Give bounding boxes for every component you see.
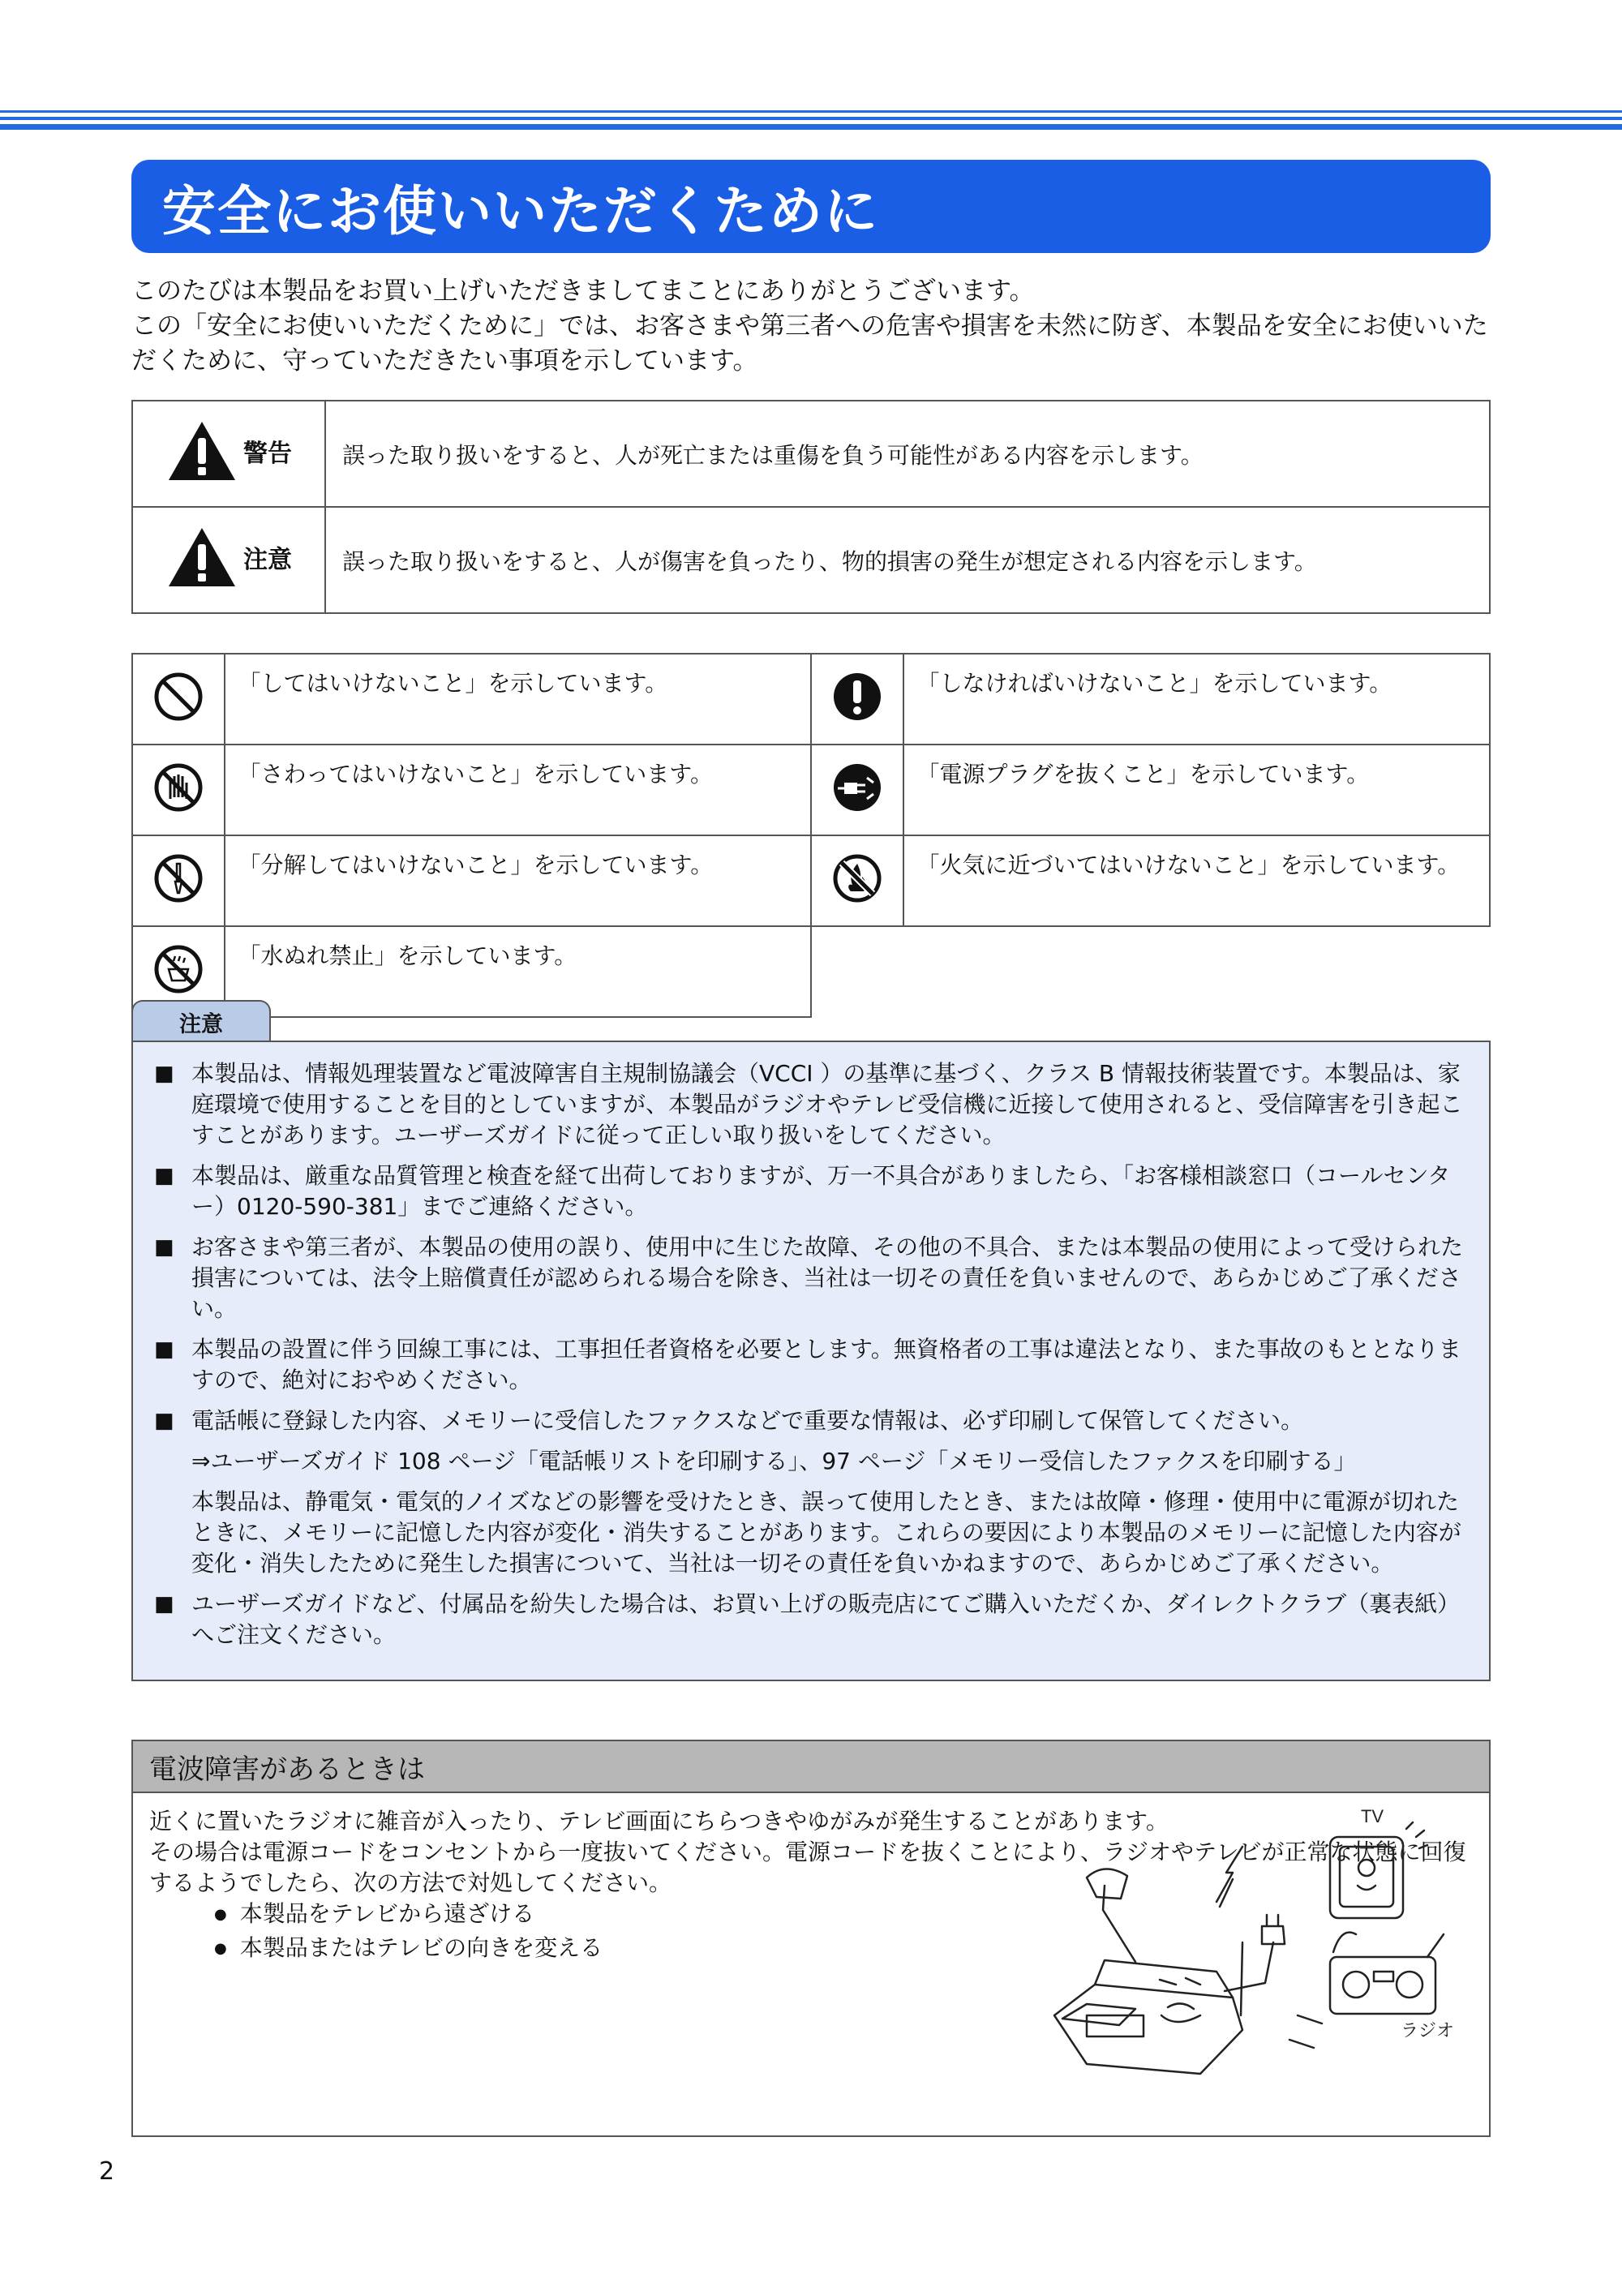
symbol-description: 「分解してはいけないこと」を示しています。 [225, 835, 811, 926]
bullet: ■ [154, 1409, 174, 1433]
radio-heading: 電波障害があるときは [133, 1741, 1489, 1793]
list-item: ● 本製品をテレビから遠ざける [214, 1899, 1473, 1933]
interference-illustration [892, 1772, 1476, 2113]
table-row [132, 745, 1490, 835]
symbol-description: 「さわってはいけないこと」を示しています。 [225, 745, 811, 835]
unplug-icon [831, 762, 883, 813]
memory-note: 本製品は、静電気・電気的ノイズなどの影響を受けたとき、誤って使用したとき、または故障・修理・使用中に電源が切れたときに、メモリーに記憶した内容が変化・消失することがあります。これらの要因により本製品のメモリーに記憶した内容が変化・消失したために発生した損害について、当社は一切その責任を負いかねますので、あらかじめご了承ください。 [191, 1488, 1461, 1577]
bullet: ■ [154, 1062, 174, 1086]
radio-paragraph: その場合は電源コードをコンセントから一度抜いてください。電源コードを抜くことにより、ラジオやテレビが正常な状態に回復するようでしたら、次の方法で対処してください。 [149, 1839, 1466, 1896]
symbol-description: 「水ぬれ禁止」を示しています。 [225, 926, 811, 1017]
page-reference: ⇒ユーザーズガイド 108 ページ「電話帳リストを印刷する」、97 ページ「メモリー受信したファクスを印刷する」 [191, 1448, 1357, 1474]
table-row [132, 926, 1490, 1017]
mandatory-action-icon [831, 671, 883, 723]
radio-paragraph: 近くに置いたラジオに雑音が入ったり、テレビ画面にちらつきやゆがみが発生することがあります。 [149, 1808, 1169, 1835]
warning-triangle-icon [165, 418, 238, 483]
radio-icon [1330, 1957, 1435, 2014]
page-title: 安全にお使いいただくために [131, 160, 1491, 253]
table-row [132, 507, 1490, 613]
caution-notice [131, 1041, 1491, 1681]
fax-machine-icon [1054, 1985, 1242, 2074]
list-item: ■ お客さまや第三者が、本製品の使用の誤り、使用中に生じた故障、その他の不具合、または本製品の使用によって受けられた損害については、法令上賠償責任が認められる場合を除き、当社は一切その責任を負いませんので、あらかじめご了承ください。 [154, 1232, 1473, 1324]
intro-line: この「安全にお使いいただくために」では、お客さまや第三者への危害や損害を未然に防ぎ、本製品を安全にお使いいただくために、守っていただきたい事項を示しています。 [131, 311, 1488, 376]
tv-label: TV [1360, 1806, 1384, 1826]
list-item: ■ 本製品は、情報処理装置など電波障害自主規制協議会（VCCI ）の基準に基づく、クラス B 情報技術装置です。本製品は、家庭環境で使用することを目的としていますが、本製品がラジオやテレビ受信機に近接して使用されると、受信障害を引き起こすことがあります。ユーザーズガイドに従って正しい取り扱いをしてください。 [154, 1058, 1473, 1151]
warning-signal [165, 418, 292, 483]
no-touch-icon [152, 762, 204, 813]
symbol-description: 「しなければいけないこと」を示しています。 [903, 654, 1490, 745]
symbol-description: 「電源プラグを抜くこと」を示しています。 [903, 745, 1490, 835]
intro-line: このたびは本製品をお買い上げいただきましてまことにありがとうございます。 [131, 277, 1035, 306]
intro-text [131, 274, 1494, 379]
warning-label: 警告 [243, 440, 292, 468]
header-rule [0, 124, 1622, 130]
list-item: ■ 本製品の設置に伴う回線工事には、工事担任者資格を必要とします。無資格者の工事は違法となり、また事故のもととなりますので、絶対におやめください。 [154, 1334, 1473, 1396]
bullet: ■ [154, 1337, 174, 1362]
table-row [132, 401, 1490, 507]
no-disassembly-icon [152, 852, 204, 904]
list-item: ■ 電話帳に登録した内容、メモリーに受信したファクスなどで重要な情報は、必ず印刷して保管してください。 [154, 1405, 1473, 1436]
caution-tab: 注意 [131, 1000, 271, 1042]
bullet: ■ [154, 1235, 174, 1260]
table-row [132, 654, 1490, 745]
list-item: ■ ユーザーズガイドなど、付属品を紛失した場合は、お買い上げの販売店にてご購入いただくか、ダイレクトクラブ（裏表紙）へご注文ください。 [154, 1589, 1473, 1650]
radio-label: ラジオ [1400, 2021, 1455, 2041]
symbol-description: 「してはいけないこと」を示しています。 [225, 654, 811, 745]
caution-label: 注意 [243, 546, 292, 574]
no-fire-icon [831, 852, 883, 904]
signal-word-table [131, 400, 1491, 614]
symbol-legend-table [131, 653, 1491, 1018]
symbol-description: 「火気に近づいてはいけないこと」を示しています。 [903, 835, 1490, 926]
header-rule [0, 110, 1622, 113]
bullet: ■ [154, 1164, 174, 1188]
header-rule [0, 117, 1622, 120]
caution-signal [165, 525, 292, 590]
no-water-icon [152, 943, 204, 995]
table-row [132, 835, 1490, 926]
prohibition-icon [152, 671, 204, 723]
list-item: ● 本製品またはテレビの向きを変える [214, 1933, 1473, 1967]
bullet: ■ [154, 1592, 174, 1616]
page-number: 2 [99, 2157, 115, 2186]
list-item: ■ 本製品は、厳重な品質管理と検査を経て出荷しておりますが、万一不具合がありましたら、「お客様相談窓口（コールセンター）0120-590-381」までご連絡ください。 [154, 1161, 1473, 1222]
caution-triangle-icon [165, 525, 238, 590]
caution-description: 誤った取り扱いをすると、人が傷害を負ったり、物的損害の発生が想定される内容を示します。 [325, 507, 1490, 613]
warning-description: 誤った取り扱いをすると、人が死亡または重傷を負う可能性がある内容を示します。 [325, 401, 1490, 507]
